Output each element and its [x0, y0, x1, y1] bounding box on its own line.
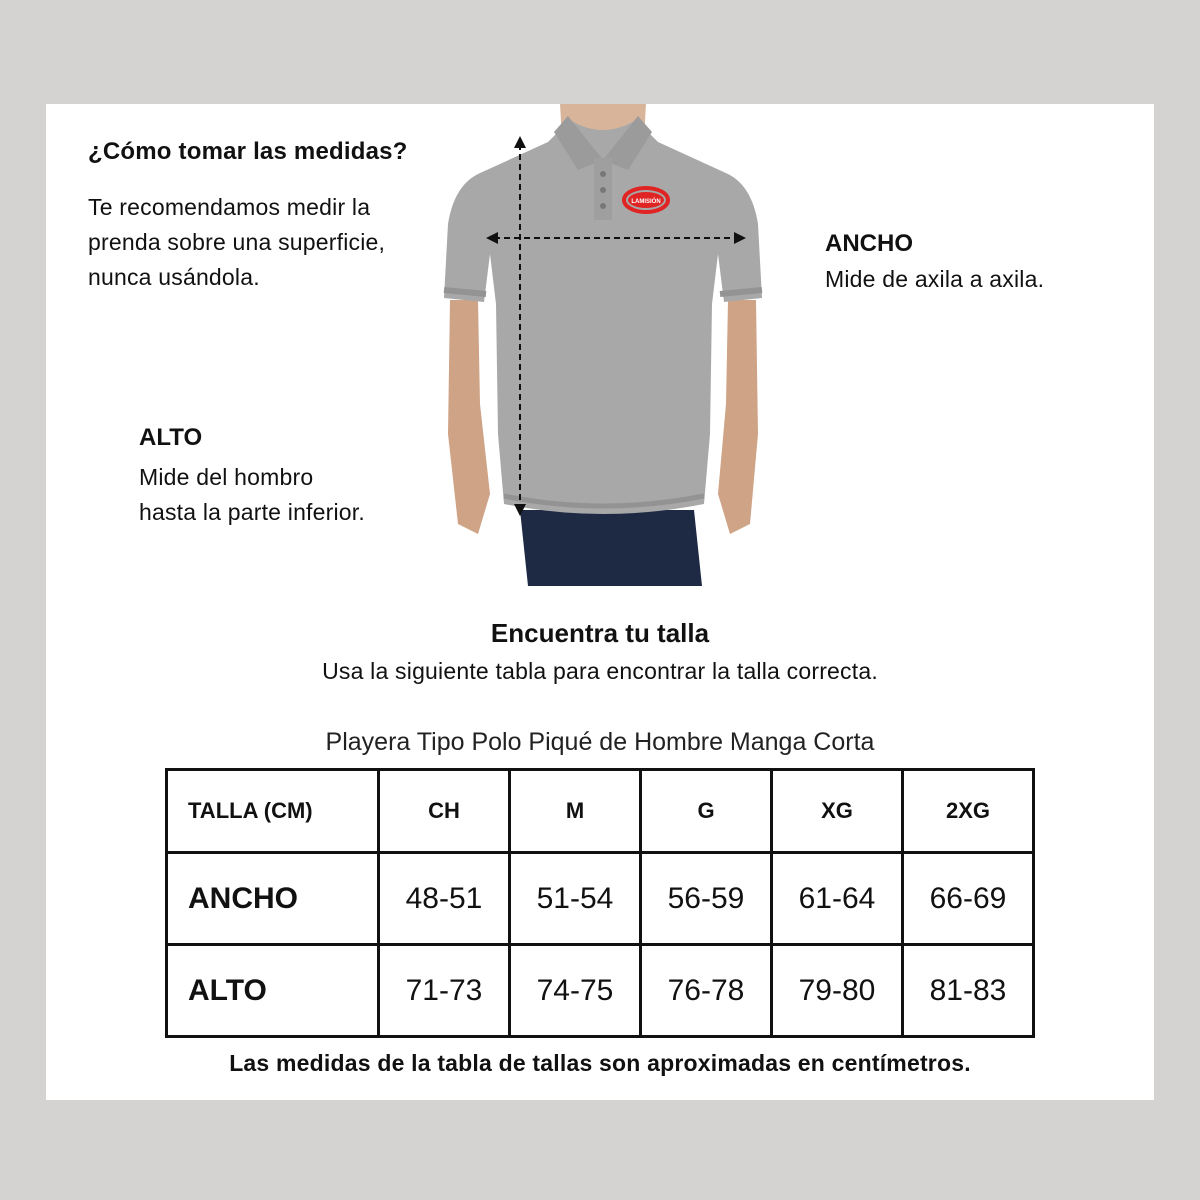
ancho-description: Mide de axila a axila. — [825, 266, 1045, 292]
sleeve-hem — [720, 290, 762, 294]
footnote: Las medidas de la tabla de tallas son aproximadas en centímetros. — [229, 1050, 971, 1076]
shirt-button — [600, 171, 606, 177]
alto-label: ALTO — [139, 424, 203, 451]
shirt-button — [600, 187, 606, 193]
table-row-label: ALTO — [167, 945, 379, 1037]
how-to-measure-line: prenda sobre una superficie, — [88, 229, 386, 255]
table-header-cell: 2XG — [903, 770, 1034, 853]
table-cell: 74-75 — [510, 945, 641, 1037]
table-header-cell: XG — [772, 770, 903, 853]
table-header-cell: M — [510, 770, 641, 853]
alto-description-line: hasta la parte inferior. — [139, 499, 365, 525]
size-guide-card — [46, 104, 1154, 1100]
shirt-button — [600, 203, 606, 209]
polo-shirt-model-image — [438, 104, 768, 586]
table-header-row — [167, 770, 1034, 853]
table-caption: Playera Tipo Polo Piqué de Hombre Manga Corta — [325, 728, 875, 756]
table-cell: 66-69 — [903, 853, 1034, 945]
find-size-title: Encuentra tu talla — [490, 618, 710, 648]
arrow-up-icon — [514, 136, 526, 148]
how-to-measure-text — [88, 190, 418, 295]
how-to-measure-line: nunca usándola. — [88, 264, 260, 290]
table-cell: 79-80 — [772, 945, 903, 1037]
alto-description-line: Mide del hombro — [139, 464, 314, 490]
model-pants — [520, 510, 702, 586]
sleeve-hem — [444, 290, 486, 294]
brand-logo-text: LAMISIÓN — [631, 199, 661, 205]
how-to-measure-line: Te recomendamos medir la — [88, 194, 371, 220]
table-cell: 81-83 — [903, 945, 1034, 1037]
table-header-cell: CH — [379, 770, 510, 853]
table-row — [167, 945, 1034, 1037]
table-cell: 48-51 — [379, 853, 510, 945]
how-to-measure-title: ¿Cómo tomar las medidas? — [88, 138, 408, 165]
table-cell: 71-73 — [379, 945, 510, 1037]
model-left-arm — [448, 300, 490, 534]
find-size-subtitle: Usa la siguiente tabla para encontrar la talla correcta. — [322, 658, 878, 684]
table-header-cell: G — [641, 770, 772, 853]
table-row-label: ANCHO — [167, 853, 379, 945]
table-header-cell: TALLA (CM) — [167, 770, 379, 853]
ancho-label: ANCHO — [825, 230, 913, 257]
size-table — [165, 768, 1035, 1038]
model-right-arm — [718, 300, 758, 534]
table-cell: 56-59 — [641, 853, 772, 945]
alto-description — [139, 460, 429, 530]
table-cell: 51-54 — [510, 853, 641, 945]
table-cell: 76-78 — [641, 945, 772, 1037]
table-row — [167, 853, 1034, 945]
table-cell: 61-64 — [772, 853, 903, 945]
